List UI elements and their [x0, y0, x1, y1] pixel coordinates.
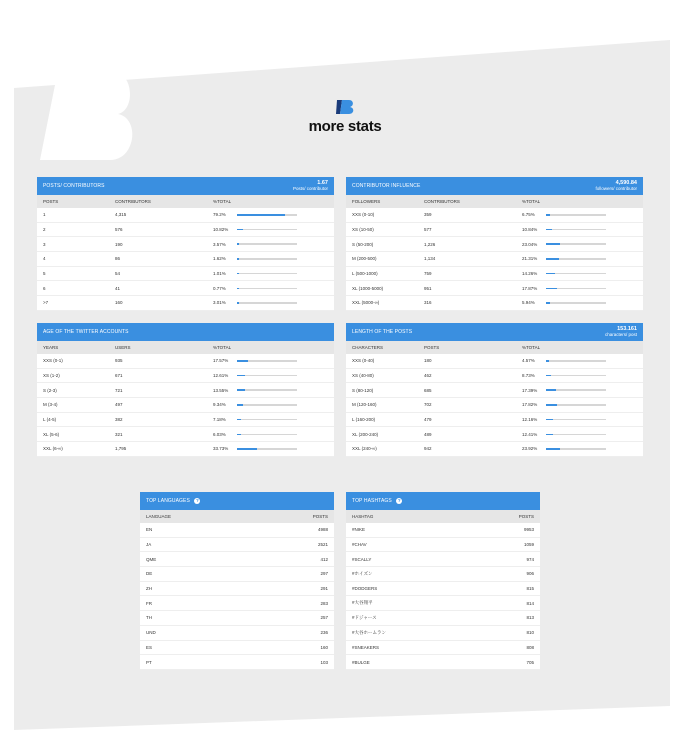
- table-row: [346, 413, 643, 428]
- row-count: 935: [115, 358, 123, 364]
- row-count: 576: [115, 227, 123, 233]
- percent-bar: [237, 288, 297, 290]
- stat-unit: followers/ contributor: [595, 186, 637, 191]
- table-body: [346, 354, 643, 457]
- list-item: [140, 552, 334, 567]
- column-header: %TOTAL: [213, 345, 232, 350]
- percent-bar: [237, 258, 297, 260]
- item-value: 808: [526, 644, 534, 650]
- percent-bar-fill: [546, 360, 549, 362]
- row-label: M (3-4): [43, 402, 58, 408]
- row-percent: 12.16%: [522, 417, 538, 423]
- table-row: [346, 281, 643, 296]
- item-value: 705: [526, 659, 534, 665]
- row-percent: 79.2%: [213, 212, 226, 218]
- table-row: [346, 267, 643, 282]
- row-count: 321: [115, 431, 123, 437]
- brand-logo: [290, 100, 400, 135]
- panel-title: POSTS/ CONTRIBUTORS: [43, 183, 105, 189]
- item-value: 297: [320, 571, 328, 577]
- row-count: 462: [424, 373, 432, 379]
- row-label: S (80-120): [352, 387, 374, 393]
- list-item: [140, 655, 334, 670]
- row-count: 180: [424, 358, 432, 364]
- row-count: 721: [115, 387, 123, 393]
- percent-bar-fill: [237, 448, 257, 450]
- item-name: PT: [146, 659, 152, 665]
- row-label: 2: [43, 227, 46, 233]
- list-item: [346, 523, 540, 538]
- panel-stat: [605, 327, 637, 337]
- row-count: 160: [115, 300, 123, 306]
- percent-bar: [546, 288, 606, 290]
- row-label: L (160-200): [352, 417, 376, 423]
- percent-bar: [546, 243, 606, 245]
- row-label: M (200-500): [352, 256, 377, 262]
- panel-header: [346, 177, 643, 195]
- row-count: 1,795: [115, 446, 127, 452]
- item-name: #DODGERS: [352, 586, 378, 592]
- column-header: USERS: [115, 345, 131, 350]
- list-item: [140, 611, 334, 626]
- item-value: 257: [320, 615, 328, 621]
- item-name: QME: [146, 556, 157, 562]
- percent-bar: [237, 434, 297, 436]
- item-value: 2521: [317, 542, 328, 548]
- column-header: YEARS: [43, 345, 59, 350]
- list-item: [140, 523, 334, 538]
- row-label: >7: [43, 300, 49, 306]
- list-body: [140, 523, 334, 670]
- item-value: 236: [320, 630, 328, 636]
- row-count: 479: [424, 417, 432, 423]
- item-name: UND: [146, 630, 156, 636]
- list-item: [140, 626, 334, 641]
- row-count: 489: [424, 431, 432, 437]
- percent-bar: [237, 360, 297, 362]
- column-header: HASHTAG: [352, 514, 374, 519]
- row-label: L (4-5): [43, 417, 57, 423]
- percent-bar: [237, 214, 297, 216]
- percent-bar: [546, 404, 606, 406]
- row-percent: 7.18%: [213, 417, 226, 423]
- row-label: XXS (0-40): [352, 358, 375, 364]
- percent-bar-fill: [546, 302, 550, 304]
- list-item: [346, 552, 540, 567]
- percent-bar: [546, 419, 606, 421]
- row-count: 702: [424, 402, 432, 408]
- row-count: 577: [424, 227, 432, 233]
- row-count: 685: [424, 387, 432, 393]
- item-name: ES: [146, 644, 153, 650]
- list-item: [140, 538, 334, 553]
- percent-bar-fill: [546, 243, 560, 245]
- table-row: [37, 369, 334, 384]
- table-row: [346, 427, 643, 442]
- stat-value: 153.161: [617, 326, 637, 332]
- table-body: [37, 208, 334, 311]
- item-value: 1059: [523, 542, 534, 548]
- list-item: [346, 538, 540, 553]
- row-percent: 14.26%: [522, 271, 538, 277]
- row-percent: 1.01%: [213, 271, 226, 277]
- percent-bar: [237, 375, 297, 377]
- row-count: 359: [424, 212, 432, 218]
- percent-bar: [237, 243, 297, 245]
- table-row: [37, 427, 334, 442]
- percent-bar-fill: [546, 389, 556, 391]
- panel-stat: [595, 181, 637, 191]
- table-row: [346, 442, 643, 457]
- item-name: #ホイズン: [352, 570, 373, 576]
- row-count: 54: [115, 271, 121, 277]
- table-row: [346, 296, 643, 311]
- percent-bar: [546, 360, 606, 362]
- table-body: [37, 354, 334, 457]
- page-title: more stats: [308, 118, 382, 135]
- percent-bar: [237, 273, 297, 275]
- row-label: XS (1-2): [43, 373, 60, 379]
- column-header: CONTRIBUTORS: [424, 199, 460, 204]
- row-percent: 17.57%: [213, 358, 229, 364]
- table-row: [37, 281, 334, 296]
- column-header: POSTS: [518, 514, 534, 519]
- panel-header: [346, 492, 540, 510]
- list-body: [346, 523, 540, 670]
- row-percent: 5.94%: [522, 300, 535, 306]
- panel-title: [146, 498, 200, 504]
- stat-value: 4,590.84: [615, 180, 637, 186]
- item-value: 283: [320, 600, 328, 606]
- percent-bar-fill: [237, 229, 243, 231]
- table-row: [37, 223, 334, 238]
- percent-bar: [546, 302, 606, 304]
- row-percent: 23.04%: [522, 241, 538, 247]
- column-header: LANGUAGE: [146, 514, 172, 519]
- percent-bar-fill: [546, 258, 559, 260]
- row-label: XS (40-80): [352, 373, 374, 379]
- row-label: 4: [43, 256, 46, 262]
- table-row: [37, 354, 334, 369]
- table-row: [346, 383, 643, 398]
- row-count: 382: [115, 417, 123, 423]
- percent-bar-fill: [237, 375, 245, 377]
- percent-bar: [546, 229, 606, 231]
- item-name: EN: [146, 527, 153, 533]
- percent-bar-fill: [546, 273, 555, 275]
- list-item: [346, 641, 540, 656]
- stat-unit: Posts/ contributor: [292, 186, 328, 191]
- percent-bar-fill: [237, 360, 248, 362]
- percent-bar-fill: [546, 229, 552, 231]
- brand-mark-icon: [336, 100, 354, 114]
- stat-unit: characters/ post: [604, 332, 637, 337]
- item-value: 906: [526, 571, 534, 577]
- column-header: CONTRIBUTORS: [115, 199, 151, 204]
- panel-stat: [293, 181, 328, 191]
- item-value: 814: [526, 600, 534, 606]
- row-percent: 23.92%: [522, 446, 538, 452]
- column-header: POSTS: [424, 345, 440, 350]
- column-header: %TOTAL: [213, 199, 232, 204]
- row-count: 951: [424, 285, 432, 291]
- row-percent: 6.75%: [522, 212, 535, 218]
- item-name: FR: [146, 600, 152, 606]
- percent-bar: [546, 258, 606, 260]
- percent-bar-fill: [546, 434, 553, 436]
- percent-bar-fill: [237, 258, 239, 260]
- item-name: DE: [146, 571, 153, 577]
- row-label: XXS (0-1): [43, 358, 63, 364]
- list-item: [346, 596, 540, 611]
- table-row: [37, 237, 334, 252]
- table-row: [37, 208, 334, 223]
- column-header-row: [140, 510, 334, 523]
- row-label: S (2-3): [43, 387, 57, 393]
- row-count: 1,134: [424, 256, 436, 262]
- row-count: 759: [424, 271, 432, 277]
- table-row: [346, 237, 643, 252]
- table-row: [37, 267, 334, 282]
- row-percent: 1.62%: [213, 256, 226, 262]
- item-value: 813: [526, 615, 534, 621]
- list-item: [140, 641, 334, 656]
- list-item: [140, 567, 334, 582]
- table-row: [37, 383, 334, 398]
- row-percent: 17.39%: [522, 387, 538, 393]
- panel-title: LENGTH OF THE POSTS: [352, 329, 413, 335]
- row-label: XL (200-240): [352, 431, 379, 437]
- row-label: XXL (240-∞): [352, 446, 377, 452]
- top-languages-panel: [140, 492, 334, 670]
- table-row: [37, 398, 334, 413]
- row-label: XXS (0-10): [352, 212, 375, 218]
- row-count: 86: [115, 256, 121, 262]
- top-hashtags-panel: [346, 492, 540, 670]
- row-count: 942: [424, 446, 432, 452]
- row-label: 5: [43, 271, 46, 277]
- row-percent: 6.03%: [213, 431, 226, 437]
- item-name: #CHAV: [352, 542, 367, 548]
- column-header-row: [37, 195, 334, 208]
- table-row: [346, 354, 643, 369]
- list-item: [346, 611, 540, 626]
- item-value: 160: [320, 644, 328, 650]
- percent-bar: [237, 229, 297, 231]
- panel-header: [37, 177, 334, 195]
- row-percent: 9.34%: [213, 402, 226, 408]
- row-label: XXL (6-∞): [43, 446, 63, 452]
- row-percent: 17.87%: [522, 285, 538, 291]
- row-label: XS (10-50): [352, 227, 374, 233]
- panel-header: [140, 492, 334, 510]
- list-item: [346, 626, 540, 641]
- percent-bar: [546, 273, 606, 275]
- item-name: #ドジャース: [352, 614, 377, 620]
- column-header-row: [346, 341, 643, 354]
- row-percent: 10.82%: [213, 227, 229, 233]
- percent-bar-fill: [237, 434, 241, 436]
- item-value: 974: [526, 556, 534, 562]
- row-percent: 17.82%: [522, 402, 538, 408]
- row-percent: 3.57%: [213, 241, 226, 247]
- percent-bar: [237, 302, 297, 304]
- panel-header: [346, 323, 643, 341]
- row-count: 1,226: [424, 241, 436, 247]
- row-count: 41: [115, 285, 121, 291]
- item-name: #大谷翔平: [352, 600, 373, 606]
- percent-bar-fill: [237, 214, 285, 216]
- percent-bar: [546, 375, 606, 377]
- item-name: JA: [146, 542, 152, 548]
- percent-bar-fill: [546, 404, 557, 406]
- item-value: 815: [526, 586, 534, 592]
- panel-title: [352, 498, 402, 504]
- item-name: ZH: [146, 586, 152, 592]
- table-body: [346, 208, 643, 311]
- item-value: 4988: [317, 527, 328, 533]
- top-hashtags-title: TOP HASHTAGS: [352, 498, 392, 504]
- percent-bar-fill: [237, 404, 243, 406]
- contributor-influence-panel: [346, 177, 643, 311]
- percent-bar: [237, 389, 297, 391]
- percent-bar: [546, 448, 606, 450]
- row-percent: 10.84%: [522, 227, 538, 233]
- column-header: %TOTAL: [522, 199, 541, 204]
- table-row: [346, 398, 643, 413]
- row-count: 316: [424, 300, 432, 306]
- percent-bar: [237, 404, 297, 406]
- item-name: #NIKE: [352, 527, 366, 533]
- percent-bar-fill: [237, 288, 239, 290]
- row-label: S (50-200): [352, 241, 374, 247]
- help-icon[interactable]: ?: [397, 498, 401, 503]
- percent-bar-fill: [546, 214, 550, 216]
- table-row: [346, 223, 643, 238]
- item-value: 810: [526, 630, 534, 636]
- list-item: [346, 582, 540, 597]
- panel-title: AGE OF THE TWITTER ACCOUNTS: [43, 329, 129, 335]
- item-name: #BULGE: [352, 659, 370, 665]
- stat-value: 1.67: [317, 180, 328, 186]
- item-value: 103: [320, 659, 328, 665]
- row-count: 497: [115, 402, 123, 408]
- percent-bar: [237, 448, 297, 450]
- percent-bar-fill: [237, 389, 245, 391]
- row-percent: 13.55%: [213, 387, 229, 393]
- row-count: 671: [115, 373, 123, 379]
- row-percent: 0.77%: [213, 285, 226, 291]
- row-label: 6: [43, 285, 46, 291]
- posts-contributors-panel: [37, 177, 334, 311]
- percent-bar-fill: [237, 243, 239, 245]
- help-icon[interactable]: ?: [195, 498, 199, 503]
- panel-header: [37, 323, 334, 341]
- column-header: %TOTAL: [522, 345, 541, 350]
- table-row: [37, 413, 334, 428]
- column-header-row: [37, 341, 334, 354]
- row-count: 4,315: [115, 212, 127, 218]
- row-label: XL (1000-5000): [352, 285, 384, 291]
- account-age-panel: [37, 323, 334, 457]
- row-label: XXL (5000-∞): [352, 300, 380, 306]
- row-label: XL (5-6): [43, 431, 60, 437]
- row-percent: 4.57%: [522, 358, 535, 364]
- table-row: [346, 369, 643, 384]
- column-header: FOLLOWERS: [352, 199, 381, 204]
- panel-title: CONTRIBUTOR INFLUENCE: [352, 183, 421, 189]
- item-name: #大谷ホームラン: [352, 629, 387, 635]
- percent-bar: [237, 419, 297, 421]
- percent-bar-fill: [546, 448, 560, 450]
- row-percent: 12.61%: [213, 373, 229, 379]
- column-header-row: [346, 195, 643, 208]
- list-item: [140, 596, 334, 611]
- percent-bar-fill: [237, 273, 239, 275]
- row-label: M (120-160): [352, 402, 377, 408]
- post-length-panel: [346, 323, 643, 457]
- column-header: POSTS: [43, 199, 59, 204]
- list-item: [346, 655, 540, 670]
- percent-bar: [546, 214, 606, 216]
- row-label: L (500-1000): [352, 271, 378, 277]
- list-item: [346, 567, 540, 582]
- table-row: [346, 208, 643, 223]
- row-label: 1: [43, 212, 46, 218]
- item-name: TH: [146, 615, 152, 621]
- row-label: 3: [43, 241, 46, 247]
- row-percent: 21.31%: [522, 256, 538, 262]
- percent-bar: [546, 434, 606, 436]
- percent-bar-fill: [237, 302, 239, 304]
- table-row: [37, 296, 334, 311]
- percent-bar-fill: [546, 375, 551, 377]
- column-header-row: [346, 510, 540, 523]
- top-languages-title: TOP LANGUAGES: [146, 498, 190, 504]
- percent-bar: [546, 389, 606, 391]
- percent-bar-fill: [546, 288, 557, 290]
- percent-bar-fill: [237, 419, 241, 421]
- row-percent: 8.73%: [522, 373, 535, 379]
- item-value: 412: [320, 556, 328, 562]
- list-item: [140, 582, 334, 597]
- item-name: #SCALLY: [352, 556, 372, 562]
- row-percent: 33.73%: [213, 446, 229, 452]
- column-header: CHARACTERS: [352, 345, 384, 350]
- column-header: POSTS: [312, 514, 328, 519]
- item-value: 291: [320, 586, 328, 592]
- table-row: [37, 442, 334, 457]
- item-value: 9953: [523, 527, 534, 533]
- percent-bar-fill: [546, 419, 553, 421]
- table-row: [346, 252, 643, 267]
- row-percent: 3.01%: [213, 300, 226, 306]
- table-row: [37, 252, 334, 267]
- item-name: #SNEAKERS: [352, 644, 380, 650]
- row-percent: 12.41%: [522, 431, 538, 437]
- row-count: 190: [115, 241, 123, 247]
